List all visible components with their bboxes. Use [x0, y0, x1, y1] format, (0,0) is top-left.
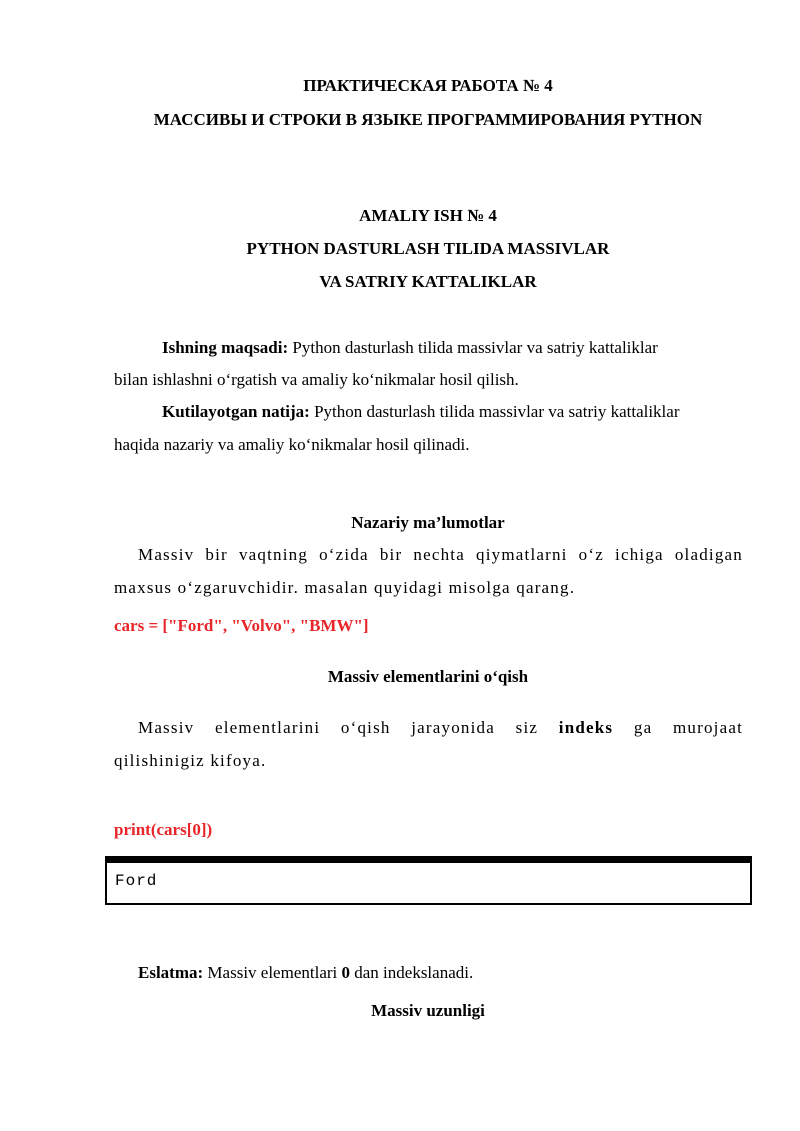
reading-text-b: ga murojaat — [613, 718, 743, 737]
goal-label: Ishning maqsadi: — [162, 338, 289, 357]
title-ru-line-2: МАССИВЫ И СТРОКИ В ЯЗЫКЕ ПРОГРАММИРОВАНИЯ PYTHON — [153, 110, 703, 129]
reading-bold-index: indeks — [558, 718, 614, 737]
title-uz-line-1: AMALIY ISH № 4 — [359, 206, 497, 225]
theory-line-1: Massiv bir vaqtning o‘zida bir nechta qiymatlarni o‘z ichiga oladigan — [138, 545, 743, 564]
reading-line-2: qilishinigiz kifoya. — [114, 751, 267, 770]
code-print-statement: print(cars[0]) — [114, 820, 213, 839]
note-text-a: Massiv elementlari — [203, 963, 342, 982]
note-line — [138, 963, 473, 983]
note-text-b: dan indekslanadi. — [350, 963, 474, 982]
goal-line-2: bilan ishlashni o‘rgatish va amaliy ko‘nikmalar hosil qilish. — [114, 370, 519, 389]
theory-line-2: maxsus o‘zgaruvchidir. masalan quyidagi misolga qarang. — [114, 578, 576, 597]
result-line-2: haqida nazariy va amaliy ko‘nikmalar hosil qilinadi. — [114, 435, 470, 454]
reading-line-1 — [138, 718, 743, 738]
output-box — [105, 856, 752, 905]
result-line-1 — [162, 402, 680, 422]
note-label: Eslatma: — [138, 963, 204, 982]
result-label: Kutilayotgan natija: — [162, 402, 310, 421]
reading-heading: Massiv elementlarini o‘qish — [327, 667, 529, 686]
length-heading: Massiv uzunligi — [371, 1001, 485, 1020]
result-text-1: Python dasturlash tilida massivlar va satriy kattaliklar — [309, 402, 680, 421]
title-ru-line-1: ПРАКТИЧЕСКАЯ РАБОТА № 4 — [303, 76, 553, 95]
reading-text-a: Massiv elementlarini o‘qish jarayonida siz — [138, 718, 559, 737]
goal-text-1: Python dasturlash tilida massivlar va satriy kattaliklar — [288, 338, 658, 357]
theory-heading: Nazariy ma’lumotlar — [351, 513, 505, 532]
goal-line-1 — [162, 338, 658, 358]
note-bold-zero: 0 — [341, 963, 350, 982]
title-uz-line-3: VA SATRIY KATTALIKLAR — [319, 272, 537, 291]
code-array-definition: cars = ["Ford", "Volvo", "BMW"] — [114, 616, 369, 635]
title-uz-line-2: PYTHON DASTURLASH TILIDA MASSIVLAR — [246, 239, 610, 258]
output-text: Ford — [115, 872, 158, 890]
